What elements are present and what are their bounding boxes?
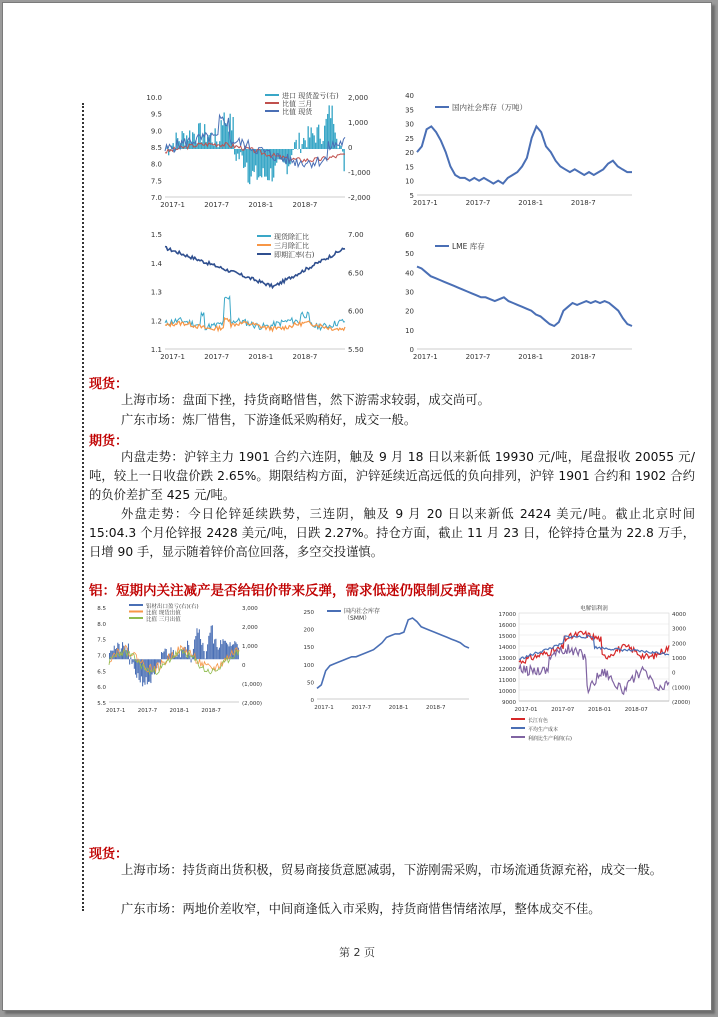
y2-tick-label: (1000) <box>672 685 691 692</box>
import-profit-bar <box>309 137 310 149</box>
export-profit-bar <box>220 640 221 659</box>
y-tick-label: 5.5 <box>97 701 106 707</box>
export-profit-bar <box>191 659 192 662</box>
y2-tick-label: -2,000 <box>348 194 371 202</box>
import-profit-bar <box>198 123 199 149</box>
import-profit-bar <box>315 143 316 149</box>
x-tick-label: 2017-7 <box>204 201 230 209</box>
export-profit-bar <box>209 633 210 660</box>
import-profit-bar <box>225 123 226 149</box>
document-page <box>2 2 712 1011</box>
y2-tick-label: 1,000 <box>242 644 258 650</box>
al-spot-guangdong: 广东市场：两地价差收窄，中间商逢低入市采购，持货商惜售情绪浓厚，整体成交不佳。 <box>121 902 601 916</box>
x-tick-label: 2017-01 <box>514 707 538 713</box>
export-profit-bar <box>146 659 147 677</box>
x-tick-label: 2017-7 <box>351 705 372 711</box>
y-tick-label: 150 <box>303 645 314 652</box>
import-profit-bar <box>221 120 222 149</box>
y-tick-label: 30 <box>405 120 414 129</box>
export-profit-bar <box>133 659 134 662</box>
y-tick-label: 1.3 <box>150 288 162 297</box>
y2-tick-label: 2,000 <box>242 625 258 631</box>
y-tick-label: 100 <box>303 662 314 669</box>
y2-tick-label: 5.50 <box>348 346 364 354</box>
x-tick-label: 2018-7 <box>292 201 318 209</box>
import-profit-bar <box>296 140 297 149</box>
y-tick-label: 50 <box>405 250 414 259</box>
al-export-ratio-chart <box>89 601 269 721</box>
legend-label: 现货除汇比 <box>274 233 309 241</box>
x-tick-label: 2017-1 <box>412 353 438 361</box>
import-profit-bar <box>237 149 238 154</box>
y2-tick-label: 6.50 <box>348 269 364 278</box>
import-profit-bar <box>294 142 295 149</box>
import-profit-bar <box>246 149 247 163</box>
zinc-spot-guangdong: 广东市场：炼厂惜售，下游逢低采购稍好，成交一般。 <box>121 413 417 427</box>
import-profit-bar <box>341 146 342 149</box>
import-profit-bar <box>239 149 240 159</box>
y2-tick-label: 0 <box>348 144 353 152</box>
legend-label: 进口 现货盈亏(右) <box>282 92 339 100</box>
x-tick-label: 2017-1 <box>160 201 185 209</box>
import-profit-bar <box>299 133 300 149</box>
y-tick-label: 15 <box>405 163 414 172</box>
y-tick-label: 12000 <box>498 667 516 673</box>
x-tick-label: 2017-1 <box>105 708 126 714</box>
x-tick-label: 2017-1 <box>160 353 185 361</box>
al-electrolytic-profit-chart <box>489 603 699 742</box>
import-profit-bar <box>252 149 253 171</box>
export-profit-bar <box>162 653 163 659</box>
import-profit-bar <box>266 149 267 177</box>
export-profit-bar <box>180 657 181 659</box>
y2-tick-label: (1,000) <box>242 682 263 688</box>
export-profit-bar <box>214 639 215 659</box>
import-profit-bar <box>203 135 204 149</box>
export-profit-bar <box>205 659 206 660</box>
export-profit-bar <box>219 648 220 660</box>
import-profit-bar <box>234 149 235 154</box>
y-tick-label: 200 <box>303 627 314 634</box>
y-tick-label: 1.5 <box>150 231 162 239</box>
x-tick-label: 2018-7 <box>292 353 318 361</box>
legend-label: 比值 三月 <box>282 100 313 108</box>
legend-label: 三月除汇比 <box>274 242 309 250</box>
domestic-inventory-line <box>317 618 469 688</box>
y-tick-label: 17000 <box>498 612 516 618</box>
import-profit-bar <box>251 149 252 176</box>
y2-tick-label: 0 <box>672 670 676 677</box>
export-profit-bar <box>166 649 167 659</box>
x-tick-label: 2018-1 <box>169 708 190 714</box>
y-tick-label: 8.0 <box>97 621 106 628</box>
import-profit-bar <box>305 140 306 149</box>
import-profit-bar <box>326 119 327 149</box>
import-profit-bar <box>227 124 228 149</box>
y-tick-label: 7.5 <box>150 177 162 186</box>
export-profit-bar <box>130 657 131 659</box>
import-profit-bar <box>240 149 241 152</box>
x-tick-label: 2018-07 <box>624 707 648 713</box>
import-profit-bar <box>218 147 219 149</box>
export-profit-bar <box>204 651 205 659</box>
export-profit-bar <box>211 626 212 659</box>
export-profit-bar <box>178 655 179 660</box>
y-tick-label: 20 <box>405 149 414 158</box>
x-tick-label: 2018-1 <box>518 353 544 361</box>
zinc-spot-heading: 现货： <box>89 377 129 392</box>
export-profit-bar <box>135 659 136 674</box>
y2-tick-label: 0 <box>242 663 246 669</box>
y2-tick-label: 1000 <box>672 656 686 662</box>
export-profit-bar <box>221 644 222 659</box>
legend-label: 比值 现货 <box>282 108 313 116</box>
y2-tick-label: 3000 <box>672 626 686 633</box>
legend-label: 即期汇率(右) <box>274 251 315 259</box>
y-tick-label: 9.0 <box>150 127 162 136</box>
import-profit-bar <box>312 133 313 149</box>
x-tick-label: 2017-1 <box>314 705 334 711</box>
x-tick-label: 2018-7 <box>201 708 221 714</box>
export-profit-bar <box>131 659 132 664</box>
import-profit-bar <box>291 149 292 155</box>
x-tick-label: 2018-1 <box>248 353 274 361</box>
export-profit-bar <box>159 659 160 662</box>
import-profit-bar <box>342 149 343 152</box>
y-tick-label: 9.5 <box>150 110 162 119</box>
export-profit-bar <box>201 645 202 659</box>
y-tick-label: 1.4 <box>150 259 162 268</box>
export-profit-bar <box>222 639 223 659</box>
export-profit-bar <box>200 639 201 659</box>
x-tick-label: 2017-07 <box>551 707 575 713</box>
y-tick-label: 7.0 <box>150 194 162 202</box>
export-profit-bar <box>202 643 203 659</box>
import-profit-bar <box>260 149 261 176</box>
legend-label: （SMM） <box>344 615 371 622</box>
y2-tick-label: 3,000 <box>242 606 258 612</box>
export-profit-bar <box>129 659 130 664</box>
x-tick-label: 2017-7 <box>465 199 491 207</box>
al-fx-ratio-chart <box>89 721 269 839</box>
y-tick-label: 10 <box>405 326 414 335</box>
y-tick-label: 6.5 <box>97 669 106 676</box>
x-tick-label: 2018-01 <box>588 707 611 713</box>
import-profit-bar <box>302 144 303 149</box>
x-tick-label: 2017-1 <box>412 199 438 207</box>
export-profit-bar <box>161 652 162 659</box>
export-profit-bar <box>134 659 135 669</box>
import-profit-bar <box>248 149 249 183</box>
aluminum-section-heading: 铝：短期内关注减产是否给铝价带来反弹，需求低迷仍限制反弹高度 <box>89 583 494 599</box>
al-alumina-profit-chart <box>489 729 699 841</box>
y-tick-label: 10000 <box>498 689 516 695</box>
import-profit-bar <box>249 149 250 184</box>
export-profit-bar <box>217 647 218 659</box>
import-profit-bar <box>263 149 264 168</box>
spot-exchange-rate-line <box>165 247 345 288</box>
zinc-lme-inventory-chart <box>395 228 635 368</box>
y-tick-label: 7.5 <box>97 637 106 644</box>
y-tick-label: 8.5 <box>150 144 162 152</box>
y-tick-label: 1.1 <box>150 346 162 354</box>
export-profit-bar <box>196 628 197 659</box>
export-profit-bar <box>215 639 216 659</box>
import-profit-bar <box>324 126 325 149</box>
legend-label: 平均生产成本 <box>528 727 559 733</box>
y-tick-label: 15000 <box>498 634 516 640</box>
y-tick-label: 40 <box>405 269 414 278</box>
y-tick-label: 8.5 <box>97 606 106 612</box>
import-profit-bar <box>213 146 214 149</box>
import-profit-bar <box>323 141 324 149</box>
y2-tick-label: 6.00 <box>348 307 364 316</box>
import-profit-bar <box>245 149 246 167</box>
x-tick-label: 2017-7 <box>465 353 491 361</box>
import-profit-bar <box>306 147 307 149</box>
zinc-spot-shanghai: 上海市场：盘面下挫，持货商略惜售，然下游需求较弱，成交尚可。 <box>121 393 490 407</box>
export-profit-bar <box>199 629 200 659</box>
export-profit-bar <box>212 625 213 659</box>
export-profit-bar <box>207 644 208 659</box>
export-profit-bar <box>176 657 177 660</box>
zinc-futures-heading: 期货： <box>89 434 129 449</box>
y-tick-label: 13000 <box>498 656 516 662</box>
export-profit-bar <box>186 657 187 659</box>
x-tick-label: 2018-7 <box>570 353 596 361</box>
import-profit-bar <box>321 144 322 149</box>
y-tick-label: 0 <box>310 698 314 704</box>
export-profit-bar <box>114 646 115 660</box>
import-profit-bar <box>267 149 268 180</box>
x-tick-label: 2018-7 <box>570 199 596 207</box>
x-tick-label: 2018-1 <box>518 199 544 207</box>
x-tick-label: 2017-7 <box>204 353 230 361</box>
export-profit-bar <box>225 641 226 659</box>
y2-tick-label: 4000 <box>672 612 686 618</box>
legend-label: 比值 三月出值 <box>146 617 181 623</box>
x-tick-label: 2018-1 <box>248 201 274 209</box>
al-spot-shanghai: 上海市场：持货商出货积极，贸易商接货意愿减弱，下游刚需采购，市场流通货源充裕，成交一般。 <box>121 863 663 877</box>
import-profit-bar <box>272 149 273 181</box>
y2-tick-label: 2,000 <box>348 94 369 102</box>
legend-label: 铝材出口盈亏(右)(右) <box>146 604 199 610</box>
export-profit-bar <box>218 650 219 660</box>
y2-tick-label: (2000) <box>672 700 691 706</box>
import-profit-bar <box>236 149 237 161</box>
y2-tick-label: (2,000) <box>242 701 263 707</box>
legend-label: 国内社会库存 <box>344 608 381 615</box>
y-tick-label: 1.2 <box>150 317 162 326</box>
y-tick-label: 16000 <box>498 623 516 629</box>
export-profit-bar <box>224 641 225 659</box>
legend-label: 国内社会库存（万吨） <box>452 103 527 112</box>
y-tick-label: 10 <box>405 177 414 186</box>
y2-tick-label: 7.00 <box>348 231 364 239</box>
y-tick-label: 6.0 <box>97 685 106 692</box>
import-profit-bar <box>344 149 345 171</box>
export-profit-bar <box>206 651 207 659</box>
page-number: 第 2 页 <box>339 946 375 959</box>
export-profit-bar <box>198 633 199 660</box>
lme-inventory-line <box>417 267 632 326</box>
y-tick-label: 5 <box>409 192 414 200</box>
export-profit-bar <box>208 636 209 659</box>
import-profit-bar <box>258 149 259 177</box>
import-profit-bar <box>314 135 315 149</box>
import-profit-bar <box>300 149 301 153</box>
zinc-import-ratio-chart <box>135 89 375 219</box>
export-profit-bar <box>165 649 166 660</box>
domestic-inventory-line <box>417 126 632 183</box>
import-profit-bar <box>320 139 321 149</box>
import-profit-bar <box>317 127 318 149</box>
zinc-domestic-inventory-chart <box>395 89 635 219</box>
y-tick-label: 25 <box>405 134 414 143</box>
export-profit-bar <box>142 659 143 686</box>
zinc-fx-ratio-chart <box>135 228 375 368</box>
export-profit-bar <box>213 644 214 660</box>
x-tick-label: 2018-7 <box>426 705 446 711</box>
y2-tick-label: -1,000 <box>348 169 371 177</box>
x-tick-label: 2017-7 <box>137 708 158 714</box>
y-tick-label: 60 <box>405 231 414 239</box>
import-profit-bar <box>303 138 304 149</box>
y-tick-label: 10.0 <box>146 94 162 102</box>
y-tick-label: 35 <box>405 106 414 115</box>
export-profit-bar <box>117 643 118 660</box>
y-tick-label: 9000 <box>502 700 516 706</box>
y-tick-label: 20 <box>405 307 414 316</box>
import-profit-bar <box>311 127 312 149</box>
y-tick-label: 7.0 <box>97 653 106 660</box>
legend-label: LME 库存 <box>452 242 485 251</box>
y2-tick-label: 1,000 <box>348 119 369 127</box>
y-tick-label: 50 <box>307 680 314 687</box>
y-tick-label: 40 <box>405 92 414 100</box>
al-lme-inventory-chart <box>299 731 479 839</box>
export-profit-bar <box>149 659 150 681</box>
zinc-domestic-trend: 内盘走势：沪锌主力 1901 合约六连阴，触及 9 月 18 日以来新低 19930 元/吨，尾盘报收 20055 元/吨，较上一日收盘价跌 2.65%。期限结构方面，沪锌延续近高远低的负向排列，沪锌 1901 合约和 1902 合约的负价差扩至 425 元/吨。 <box>89 450 695 502</box>
chart-title: 电解铝利润 <box>580 606 608 612</box>
al-domestic-inventory-chart <box>299 605 479 721</box>
import-profit-bar <box>318 125 319 149</box>
export-profit-bar <box>163 652 164 660</box>
y-tick-label: 14000 <box>498 645 516 651</box>
margin-dotted-line <box>82 103 84 911</box>
import-profit-bar <box>308 126 309 149</box>
import-profit-bar <box>243 149 244 168</box>
import-profit-bar <box>338 148 339 149</box>
y-tick-label: 250 <box>303 610 314 616</box>
legend-label: 利润比生产利润(右) <box>528 736 572 742</box>
zinc-foreign-trend: 外盘走势：今日伦锌延续跌势，三连阴，触及 9 月 20 日以来新低 2424 美元/吨。截止北京时间 15:04.3 个月伦锌报 2428 美元/吨，日跌 2.27%。持仓方面，截止 11 月 23 日，伦锌持仓量为 22.8 万手，日增 90 手，显示随着锌价高位回落，多空交投谨慎。 <box>89 507 695 559</box>
import-profit-bar <box>330 118 331 149</box>
y-tick-label: 0 <box>409 346 414 354</box>
export-profit-bar <box>144 659 145 685</box>
import-profit-bar <box>269 149 270 180</box>
legend-label: 长江有色 <box>528 718 549 724</box>
y2-tick-label: 2000 <box>672 641 686 648</box>
import-profit-bar <box>293 149 294 150</box>
y-tick-label: 8.0 <box>150 160 162 169</box>
al-spot-heading: 现货： <box>89 847 129 862</box>
y-tick-label: 30 <box>405 288 414 297</box>
y-tick-label: 11000 <box>498 678 516 684</box>
legend-label: 比值 现货出值 <box>146 610 181 617</box>
x-tick-label: 2018-1 <box>388 705 409 711</box>
